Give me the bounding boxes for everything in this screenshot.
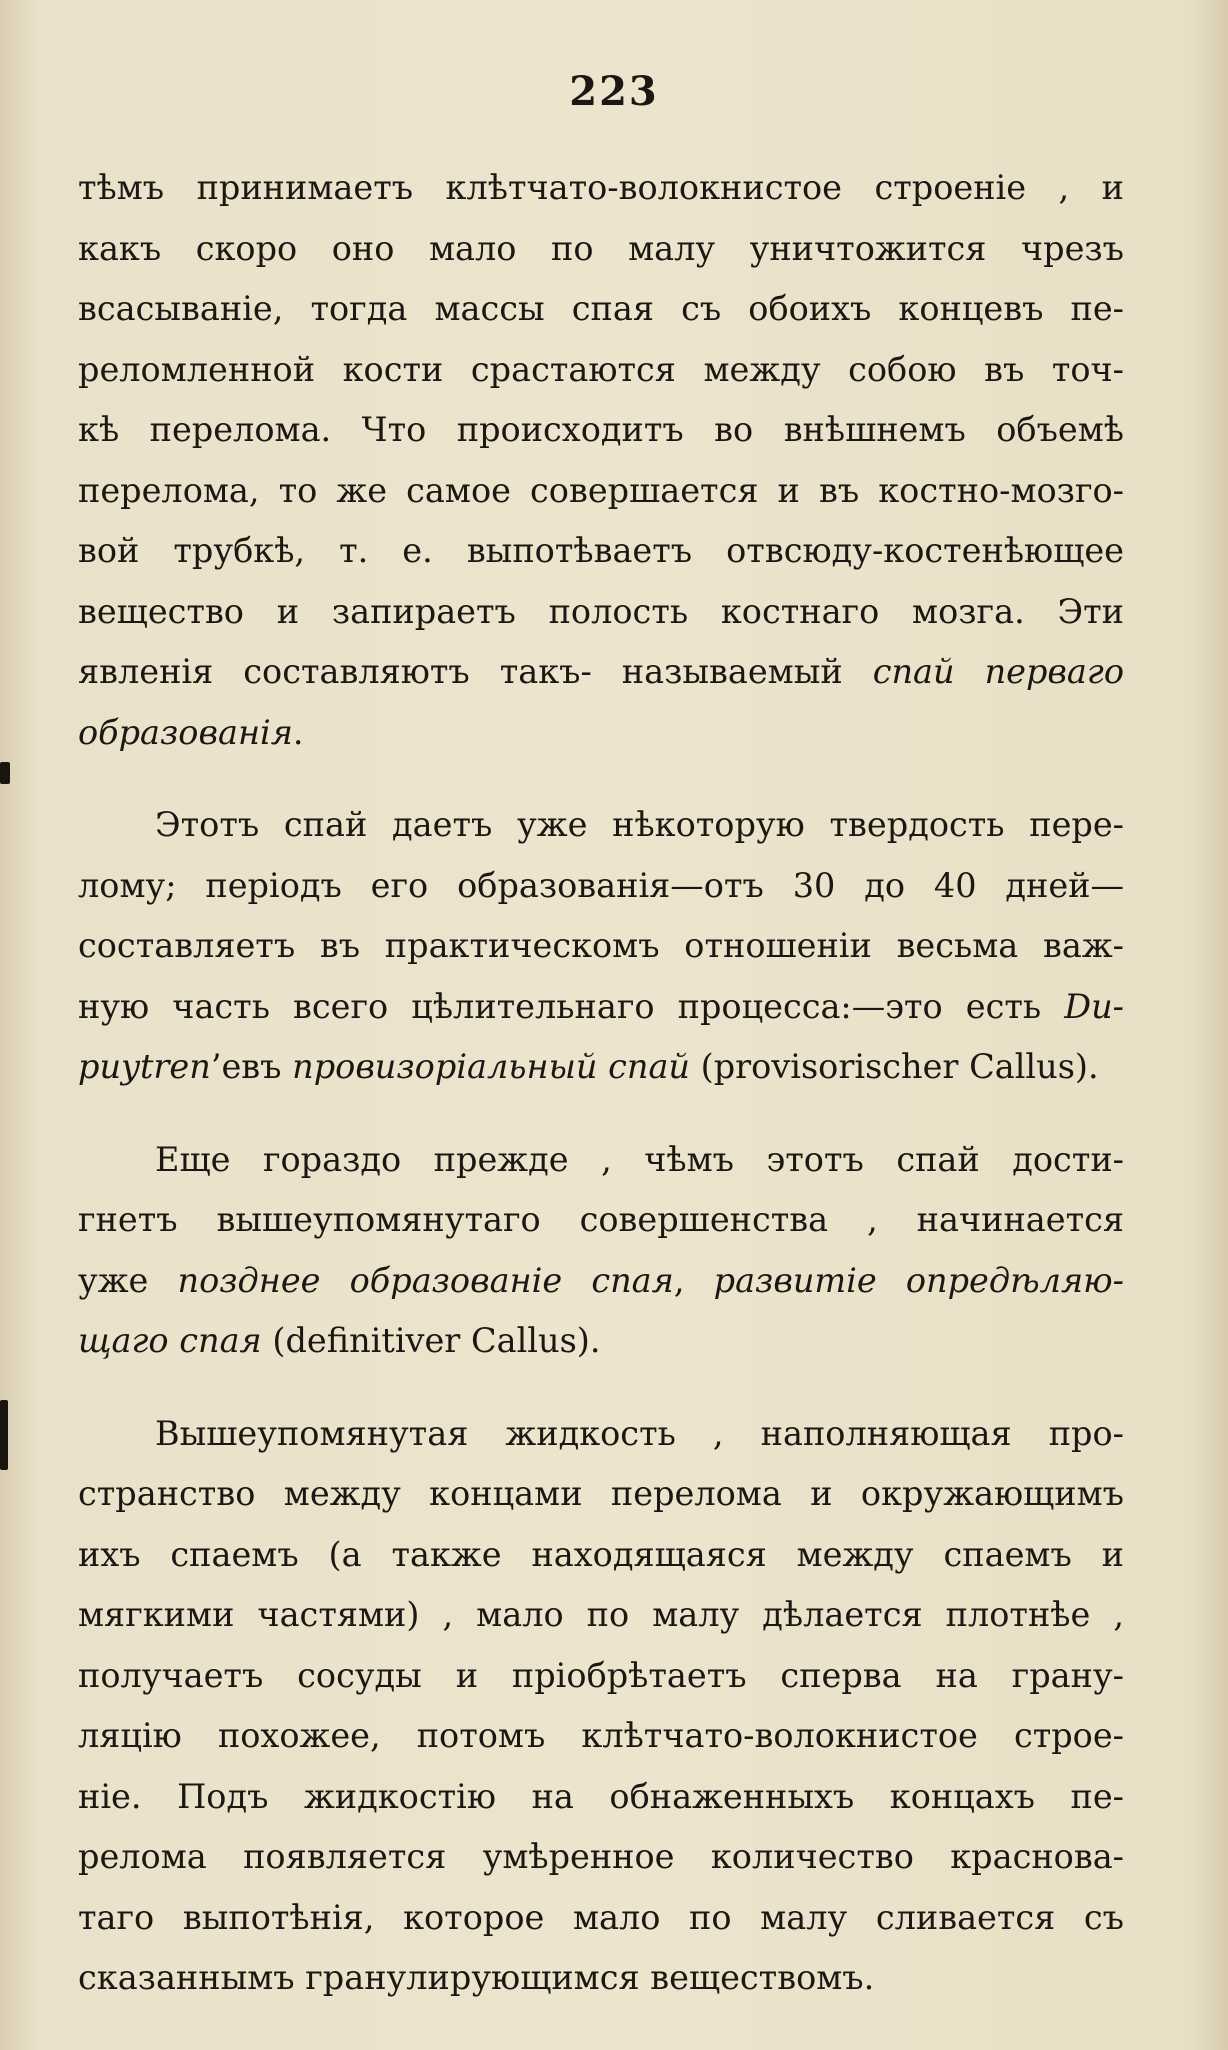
text-line: составляетъ въ практическомъ отношеніи весьма важ- — [78, 926, 1124, 965]
italic-term: спай перваго — [872, 652, 1124, 691]
text-run: (provisorischer Callus). — [690, 1047, 1099, 1086]
text-line: вой трубкѣ, т. е. выпотѣваетъ отвсюду-костенѣющее — [78, 531, 1124, 570]
text-line: получаетъ сосуды и пріобрѣтаетъ сперва на грану- — [78, 1655, 1124, 1695]
italic-term: провизоріальный спай — [292, 1047, 690, 1086]
paragraph-gap — [78, 1098, 1124, 1130]
text-line: таго выпотѣнія, которое мало по малу сливается съ — [78, 1897, 1124, 1937]
paragraph-gap — [78, 763, 1124, 795]
italic-term: развитіе опредѣляю- — [713, 1260, 1124, 1300]
text-line: мягкими частями) , мало по малу дѣлается плотнѣе , — [78, 1595, 1124, 1634]
binding-mark-top — [0, 762, 10, 784]
text-line: лому; періодъ его образованія—отъ 30 до 40 дней— — [78, 865, 1124, 905]
italic-term: позднее образованіе спая — [177, 1260, 674, 1300]
text-run: уже — [78, 1260, 178, 1300]
text-run: . — [292, 712, 304, 752]
text-line: гнетъ вышеупомянутаго совершенства , начинается — [78, 1200, 1124, 1239]
italic-term: puytren — [78, 1047, 211, 1086]
text-line — [78, 1037, 1124, 1098]
text-line: кѣ перелома. Что происходитъ во внѣшнемъ объемѣ — [78, 410, 1124, 449]
text-line: перелома, то же самое совершается и въ костно-мозго- — [78, 470, 1124, 510]
text-run: (definitiver Callus). — [261, 1321, 601, 1360]
text-line: какъ скоро оно мало по малу уничтожится чрезъ — [78, 228, 1124, 268]
text-line: вещество и запираетъ полость костнаго мозга. Эти — [78, 591, 1124, 631]
text-line: ніе. Подъ жидкостію на обнаженныхъ концахъ пе- — [78, 1776, 1124, 1816]
italic-term: щаго спая — [78, 1321, 262, 1360]
text-line — [78, 977, 1124, 1038]
text-line: Вышеупомянутая жидкость , наполняющая про- — [155, 1413, 1124, 1453]
text-line — [78, 1311, 1124, 1372]
text-line — [78, 1251, 1124, 1312]
text-line: релома появляется умѣренное количество краснова- — [78, 1837, 1124, 1876]
page-number: 223 — [569, 68, 659, 115]
text-run: явленія составляютъ такъ- называемый — [78, 652, 873, 691]
text-line: тѣмъ принимаетъ клѣтчато-волокнистое строеніе , и — [78, 168, 1124, 207]
text-run: , — [673, 1260, 714, 1300]
text-run: ную часть всего цѣлительнаго процесса:—это есть — [78, 986, 1065, 1026]
text-line: всасываніе, тогда массы спая съ обоихъ концевъ пе- — [78, 289, 1124, 328]
text-line: странство между концами перелома и окружающимъ — [78, 1474, 1124, 1513]
paragraph-2 — [78, 795, 1124, 1098]
text-run: ’евъ — [210, 1047, 293, 1086]
paragraph-4 — [78, 1404, 1124, 2009]
text-line: ляцію похожее, потомъ клѣтчато-волокнистое строе- — [78, 1716, 1124, 1755]
binding-mark-bottom — [0, 1400, 8, 1470]
italic-term: образованія — [78, 712, 293, 752]
text-line: Этотъ спай даетъ уже нѣкоторую твердость пере- — [155, 805, 1124, 844]
italic-term: Du- — [1064, 986, 1124, 1026]
text-line: Еще гораздо прежде , чѣмъ этотъ спай дости- — [155, 1139, 1124, 1179]
page-text — [78, 158, 1124, 2009]
paragraph-gap — [78, 1372, 1124, 1404]
text-line: сказаннымъ гранулирующимся веществомъ. — [78, 1958, 875, 1997]
text-line: ихъ спаемъ (а также находящаяся между спаемъ и — [78, 1534, 1124, 1574]
text-line: реломленной кости срастаются между собою въ точ- — [78, 349, 1124, 389]
paragraph-3 — [78, 1130, 1124, 1372]
text-line — [78, 703, 1124, 764]
paragraph-1 — [78, 158, 1124, 763]
text-line — [78, 642, 1124, 703]
